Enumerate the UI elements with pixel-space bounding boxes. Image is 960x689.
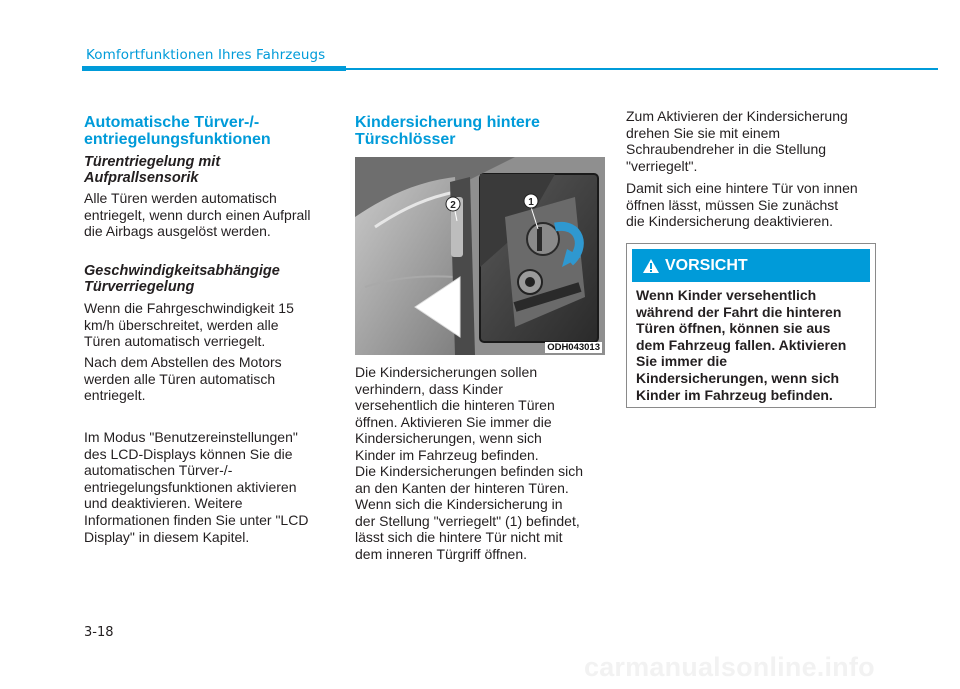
paragraph-speed-lock (84, 300, 335, 350)
text-line: an den Kanten der hinteren Türen. (355, 479, 569, 496)
text-line: km/h überschreitet, werden alle (84, 316, 279, 333)
text-line: versehentlich die hinteren Türen (355, 397, 555, 414)
subheading-impact-unlock (84, 154, 335, 186)
text-line: Im Modus "Benutzereinstellungen" (84, 429, 298, 445)
text-line: Türen öffnen, können sie aus (636, 320, 831, 337)
text-line: Informationen finden Sie unter "LCD (84, 511, 309, 528)
text-line: automatischen Türver-/- (84, 462, 233, 479)
text-line: Kindersicherungen, wenn sich (355, 430, 542, 447)
text-line: öffnen. Aktivieren Sie immer die (355, 413, 552, 430)
text-line: Kinder im Fahrzeug befinden. (636, 386, 833, 403)
text-line: die Kindersicherung deaktivieren. (626, 213, 834, 230)
text-line: dem inneren Türgriff öffnen. (355, 545, 527, 562)
header-rule-thin (346, 68, 938, 70)
section-heading-auto-locking (84, 114, 335, 148)
caution-header (632, 249, 870, 282)
warning-triangle-icon (642, 258, 660, 274)
text-line: während der Fahrt die hinteren (636, 303, 842, 320)
callout-1: 1 (528, 197, 534, 208)
paragraph-child-lock-purpose (355, 364, 605, 464)
figure-code: ODH043013 (547, 342, 600, 353)
text-line: werden alle Türen automatisch (84, 370, 276, 387)
text-line: Alle Türen werden automatisch (84, 190, 277, 206)
watermark: carmanualsonline.info (584, 652, 875, 682)
subheading-line: Geschwindigkeitsabhängige (84, 263, 280, 279)
text-line: lässt sich die hintere Tür nicht mit (355, 529, 563, 546)
header-rule-thick (82, 66, 346, 71)
section-heading-child-lock (355, 114, 605, 148)
heading-line: Türschlösser (355, 131, 456, 148)
text-line: Türen automatisch verriegelt. (84, 333, 266, 350)
caution-label: VORSICHT (665, 256, 748, 274)
subheading-line: Türverriegelung (84, 279, 195, 295)
text-line: die Airbags ausgelöst werden. (84, 223, 271, 240)
text-line: Wenn Kinder versehentlich (636, 287, 817, 303)
text-line: Wenn die Fahrgeschwindigkeit 15 (84, 300, 294, 316)
paragraph-impact-unlock (84, 190, 335, 240)
text-line: Kinder im Fahrzeug befinden. (355, 446, 539, 463)
heading-line: entriegelungsfunktionen (84, 131, 271, 148)
text-line: dem Fahrzeug fallen. Aktivieren (636, 336, 847, 353)
heading-line: Automatische Türver-/- (84, 114, 260, 131)
text-line: Nach dem Abstellen des Motors (84, 354, 282, 370)
callout-2: 2 (450, 200, 456, 211)
subheading-line: Aufprallsensorik (84, 170, 199, 186)
heading-line: Kindersicherung hintere (355, 114, 540, 131)
text-line: "verriegelt". (626, 157, 698, 174)
text-line: entriegelt, wenn durch einen Aufprall (84, 206, 311, 223)
text-line: entriegelungsfunktionen aktivieren (84, 478, 297, 495)
text-line: drehen Sie sie mit einem (626, 124, 781, 141)
paragraph-engine-off-unlock (84, 354, 335, 404)
door-edge-drawing (355, 157, 605, 355)
subheading-line: Türentriegelung mit (84, 154, 221, 170)
text-line: und deaktivieren. Weitere (84, 495, 243, 512)
paragraph-user-settings (84, 429, 335, 545)
paragraph-activate-child-lock (626, 108, 878, 174)
paragraph-deactivate-child-lock (626, 180, 878, 230)
text-line: Wenn sich die Kindersicherung in (355, 496, 563, 513)
caution-text (636, 287, 868, 403)
text-line: öffnen lässt, müssen Sie zunächst (626, 196, 839, 213)
caution-box (626, 243, 876, 408)
text-line: der Stellung "verriegelt" (1) befindet, (355, 512, 580, 529)
subheading-speed-lock (84, 263, 335, 295)
text-line: Damit sich eine hintere Tür von innen (626, 180, 858, 196)
child-lock-illustration (355, 157, 605, 355)
header-title: Komfortfunktionen Ihres Fahrzeugs (86, 47, 326, 63)
text-line: Schraubendreher in die Stellung (626, 141, 827, 158)
paragraph-child-lock-location (355, 463, 605, 563)
page-number: 3-18 (84, 625, 114, 640)
text-line: Sie immer die (636, 353, 728, 370)
text-line: Die Kindersicherungen befinden sich (355, 463, 584, 479)
text-line: Zum Aktivieren der Kindersicherung (626, 108, 848, 124)
text-line: Display" in diesem Kapitel. (84, 528, 250, 545)
text-line: des LCD-Displays können Sie die (84, 445, 293, 462)
text-line: Die Kindersicherungen sollen (355, 364, 538, 380)
text-line: entriegelt. (84, 387, 146, 404)
text-line: verhindern, dass Kinder (355, 380, 503, 397)
text-line: Kindersicherungen, wenn sich (636, 369, 840, 386)
